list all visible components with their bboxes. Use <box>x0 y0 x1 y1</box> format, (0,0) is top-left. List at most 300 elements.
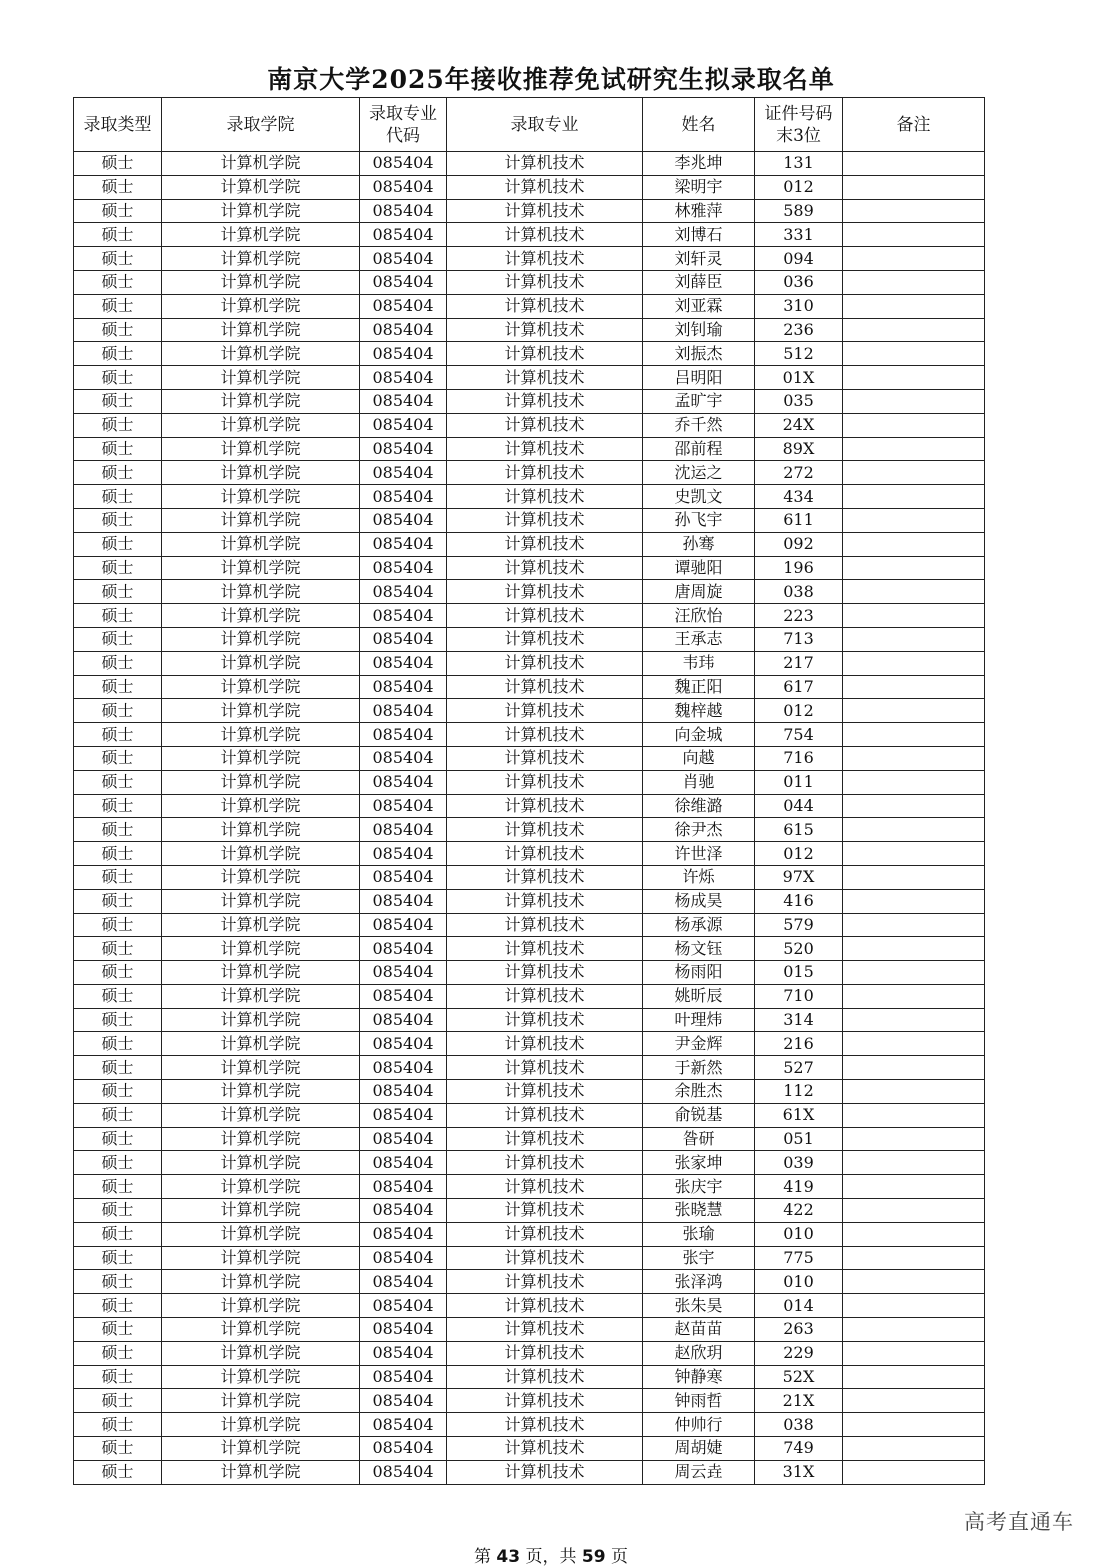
table-row <box>74 1437 985 1461</box>
cell-college: 计算机学院 <box>162 1365 360 1389</box>
table-row <box>74 580 985 604</box>
cell-remark <box>843 627 985 651</box>
cell-major: 计算机技术 <box>447 723 643 747</box>
table-row <box>74 1127 985 1151</box>
cell-major: 计算机技术 <box>447 1341 643 1365</box>
cell-id-tail: 422 <box>755 1199 843 1223</box>
cell-college: 计算机学院 <box>162 366 360 390</box>
cell-major: 计算机技术 <box>447 318 643 342</box>
cell-code: 085404 <box>360 199 447 223</box>
cell-major: 计算机技术 <box>447 794 643 818</box>
cell-college: 计算机学院 <box>162 318 360 342</box>
cell-id-tail: 112 <box>755 1080 843 1104</box>
cell-remark <box>843 1246 985 1270</box>
cell-remark <box>843 199 985 223</box>
cell-id-tail: 589 <box>755 199 843 223</box>
cell-id-tail: 97X <box>755 865 843 889</box>
cell-code: 085404 <box>360 1270 447 1294</box>
footer-prefix: 第 <box>474 1547 492 1567</box>
cell-major: 计算机技术 <box>447 1222 643 1246</box>
cell-remark <box>843 1127 985 1151</box>
cell-type: 硕士 <box>74 1103 162 1127</box>
cell-major: 计算机技术 <box>447 152 643 176</box>
cell-major: 计算机技术 <box>447 1080 643 1104</box>
cell-remark <box>843 770 985 794</box>
cell-type: 硕士 <box>74 842 162 866</box>
cell-major: 计算机技术 <box>447 1151 643 1175</box>
cell-id-tail: 331 <box>755 223 843 247</box>
cell-id-tail: 223 <box>755 604 843 628</box>
cell-code: 085404 <box>360 842 447 866</box>
cell-college: 计算机学院 <box>162 818 360 842</box>
cell-code: 085404 <box>360 889 447 913</box>
table-row <box>74 818 985 842</box>
cell-id-tail: 710 <box>755 984 843 1008</box>
cell-code: 085404 <box>360 152 447 176</box>
table-row <box>74 1341 985 1365</box>
cell-name: 尹金辉 <box>643 1032 755 1056</box>
cell-name: 钟雨哲 <box>643 1389 755 1413</box>
header-id-tail <box>755 98 843 152</box>
table-row <box>74 342 985 366</box>
cell-remark <box>843 1294 985 1318</box>
cell-major: 计算机技术 <box>447 175 643 199</box>
footer-total-pages: 59 <box>581 1547 606 1567</box>
cell-name: 俞锐基 <box>643 1103 755 1127</box>
table-row <box>74 247 985 271</box>
cell-college: 计算机学院 <box>162 1008 360 1032</box>
cell-type: 硕士 <box>74 937 162 961</box>
cell-id-tail: 015 <box>755 961 843 985</box>
cell-type: 硕士 <box>74 1199 162 1223</box>
cell-college: 计算机学院 <box>162 508 360 532</box>
cell-name: 梁明宇 <box>643 175 755 199</box>
cell-code: 085404 <box>360 1389 447 1413</box>
table-row <box>74 1460 985 1484</box>
cell-type: 硕士 <box>74 413 162 437</box>
table-row <box>74 270 985 294</box>
cell-remark <box>843 556 985 580</box>
cell-college: 计算机学院 <box>162 294 360 318</box>
header-major: 录取专业 <box>447 98 643 152</box>
cell-type: 硕士 <box>74 1341 162 1365</box>
cell-major: 计算机技术 <box>447 342 643 366</box>
cell-id-tail: 61X <box>755 1103 843 1127</box>
cell-major: 计算机技术 <box>447 1365 643 1389</box>
cell-name: 李兆坤 <box>643 152 755 176</box>
admission-table <box>73 97 985 1485</box>
cell-major: 计算机技术 <box>447 1056 643 1080</box>
table-row <box>74 1032 985 1056</box>
cell-code: 085404 <box>360 1080 447 1104</box>
cell-college: 计算机学院 <box>162 794 360 818</box>
table-row <box>74 461 985 485</box>
cell-code: 085404 <box>360 937 447 961</box>
cell-type: 硕士 <box>74 532 162 556</box>
cell-major: 计算机技术 <box>447 746 643 770</box>
cell-code: 085404 <box>360 604 447 628</box>
cell-id-tail: 615 <box>755 818 843 842</box>
cell-college: 计算机学院 <box>162 961 360 985</box>
cell-remark <box>843 247 985 271</box>
cell-name: 乔千然 <box>643 413 755 437</box>
cell-code: 085404 <box>360 1103 447 1127</box>
table-row <box>74 1080 985 1104</box>
cell-college: 计算机学院 <box>162 1413 360 1437</box>
cell-type: 硕士 <box>74 651 162 675</box>
cell-code: 085404 <box>360 294 447 318</box>
cell-name: 刘钊瑜 <box>643 318 755 342</box>
cell-major: 计算机技术 <box>447 1246 643 1270</box>
cell-college: 计算机学院 <box>162 913 360 937</box>
footer-page-number: 43 <box>496 1547 521 1567</box>
cell-type: 硕士 <box>74 818 162 842</box>
table-row <box>74 913 985 937</box>
cell-name: 孟旷宇 <box>643 389 755 413</box>
table-row <box>74 984 985 1008</box>
cell-name: 张泽鸿 <box>643 1270 755 1294</box>
cell-remark <box>843 604 985 628</box>
cell-major: 计算机技术 <box>447 294 643 318</box>
cell-name: 刘博石 <box>643 223 755 247</box>
cell-major: 计算机技术 <box>447 1294 643 1318</box>
cell-code: 085404 <box>360 1460 447 1484</box>
cell-college: 计算机学院 <box>162 627 360 651</box>
cell-name: 刘振杰 <box>643 342 755 366</box>
cell-college: 计算机学院 <box>162 889 360 913</box>
table-row <box>74 152 985 176</box>
cell-remark <box>843 580 985 604</box>
cell-remark <box>843 746 985 770</box>
cell-major: 计算机技术 <box>447 413 643 437</box>
cell-remark <box>843 794 985 818</box>
table-row <box>74 366 985 390</box>
cell-remark <box>843 1437 985 1461</box>
watermark-logo: 高考直通车 <box>964 1510 1074 1534</box>
cell-id-tail: 012 <box>755 175 843 199</box>
cell-type: 硕士 <box>74 1389 162 1413</box>
cell-type: 硕士 <box>74 723 162 747</box>
cell-code: 085404 <box>360 627 447 651</box>
cell-remark <box>843 1341 985 1365</box>
cell-major: 计算机技术 <box>447 461 643 485</box>
cell-type: 硕士 <box>74 270 162 294</box>
cell-name: 赵苗苗 <box>643 1318 755 1342</box>
cell-code: 085404 <box>360 1318 447 1342</box>
cell-name: 张瑜 <box>643 1222 755 1246</box>
table-row <box>74 627 985 651</box>
cell-remark <box>843 1270 985 1294</box>
cell-type: 硕士 <box>74 152 162 176</box>
cell-college: 计算机学院 <box>162 1080 360 1104</box>
table-row <box>74 794 985 818</box>
table-header-row <box>74 98 985 152</box>
cell-type: 硕士 <box>74 1294 162 1318</box>
cell-code: 085404 <box>360 794 447 818</box>
cell-id-tail: 038 <box>755 1413 843 1437</box>
cell-college: 计算机学院 <box>162 1199 360 1223</box>
cell-type: 硕士 <box>74 1222 162 1246</box>
cell-college: 计算机学院 <box>162 770 360 794</box>
table-row <box>74 389 985 413</box>
cell-type: 硕士 <box>74 889 162 913</box>
cell-id-tail: 611 <box>755 508 843 532</box>
cell-type: 硕士 <box>74 1175 162 1199</box>
header-name: 姓名 <box>643 98 755 152</box>
cell-code: 085404 <box>360 913 447 937</box>
cell-name: 张晓慧 <box>643 1199 755 1223</box>
table-row <box>74 937 985 961</box>
cell-id-tail: 01X <box>755 366 843 390</box>
table-row <box>74 1389 985 1413</box>
cell-remark <box>843 270 985 294</box>
cell-type: 硕士 <box>74 1246 162 1270</box>
cell-name: 张宇 <box>643 1246 755 1270</box>
cell-code: 085404 <box>360 437 447 461</box>
cell-major: 计算机技术 <box>447 984 643 1008</box>
cell-major: 计算机技术 <box>447 556 643 580</box>
table-row <box>74 770 985 794</box>
table-row <box>74 842 985 866</box>
table-row <box>74 1151 985 1175</box>
cell-type: 硕士 <box>74 1056 162 1080</box>
cell-major: 计算机技术 <box>447 1199 643 1223</box>
cell-type: 硕士 <box>74 675 162 699</box>
cell-name: 魏梓越 <box>643 699 755 723</box>
cell-college: 计算机学院 <box>162 1222 360 1246</box>
cell-type: 硕士 <box>74 1437 162 1461</box>
cell-code: 085404 <box>360 247 447 271</box>
cell-major: 计算机技术 <box>447 580 643 604</box>
cell-college: 计算机学院 <box>162 152 360 176</box>
table-row <box>74 508 985 532</box>
cell-college: 计算机学院 <box>162 937 360 961</box>
cell-id-tail: 217 <box>755 651 843 675</box>
cell-type: 硕士 <box>74 1032 162 1056</box>
cell-name: 许烁 <box>643 865 755 889</box>
cell-remark <box>843 318 985 342</box>
cell-name: 徐尹杰 <box>643 818 755 842</box>
cell-name: 沈运之 <box>643 461 755 485</box>
cell-major: 计算机技术 <box>447 1032 643 1056</box>
cell-name: 孙飞宇 <box>643 508 755 532</box>
cell-code: 085404 <box>360 1246 447 1270</box>
cell-code: 085404 <box>360 175 447 199</box>
table-row <box>74 413 985 437</box>
cell-remark <box>843 175 985 199</box>
cell-id-tail: 010 <box>755 1222 843 1246</box>
cell-name: 韦玮 <box>643 651 755 675</box>
cell-code: 085404 <box>360 1151 447 1175</box>
cell-code: 085404 <box>360 270 447 294</box>
footer-middle: 页，共 <box>525 1547 577 1567</box>
cell-type: 硕士 <box>74 366 162 390</box>
cell-name: 周云垚 <box>643 1460 755 1484</box>
cell-remark <box>843 1103 985 1127</box>
cell-remark <box>843 723 985 747</box>
cell-code: 085404 <box>360 984 447 1008</box>
cell-remark <box>843 1222 985 1246</box>
cell-name: 孙骞 <box>643 532 755 556</box>
cell-remark <box>843 1080 985 1104</box>
cell-code: 085404 <box>360 461 447 485</box>
table-row <box>74 532 985 556</box>
cell-college: 计算机学院 <box>162 984 360 1008</box>
cell-college: 计算机学院 <box>162 556 360 580</box>
cell-remark <box>843 1175 985 1199</box>
cell-type: 硕士 <box>74 342 162 366</box>
cell-id-tail: 011 <box>755 770 843 794</box>
cell-remark <box>843 842 985 866</box>
cell-remark <box>843 1318 985 1342</box>
cell-name: 刘轩灵 <box>643 247 755 271</box>
cell-name: 杨雨阳 <box>643 961 755 985</box>
table-row <box>74 1270 985 1294</box>
cell-id-tail: 314 <box>755 1008 843 1032</box>
cell-code: 085404 <box>360 1222 447 1246</box>
cell-college: 计算机学院 <box>162 604 360 628</box>
cell-name: 徐维潞 <box>643 794 755 818</box>
cell-type: 硕士 <box>74 984 162 1008</box>
cell-college: 计算机学院 <box>162 223 360 247</box>
cell-type: 硕士 <box>74 699 162 723</box>
cell-id-tail: 131 <box>755 152 843 176</box>
header-remark: 备注 <box>843 98 985 152</box>
cell-name: 吕明阳 <box>643 366 755 390</box>
cell-remark <box>843 1413 985 1437</box>
cell-id-tail: 012 <box>755 699 843 723</box>
cell-name: 邵前程 <box>643 437 755 461</box>
cell-college: 计算机学院 <box>162 1056 360 1080</box>
cell-id-tail: 434 <box>755 485 843 509</box>
cell-name: 周胡婕 <box>643 1437 755 1461</box>
cell-major: 计算机技术 <box>447 1103 643 1127</box>
cell-college: 计算机学院 <box>162 270 360 294</box>
cell-id-tail: 012 <box>755 842 843 866</box>
cell-type: 硕士 <box>74 1270 162 1294</box>
cell-remark <box>843 699 985 723</box>
cell-name: 赵欣玥 <box>643 1341 755 1365</box>
cell-id-tail: 89X <box>755 437 843 461</box>
cell-code: 085404 <box>360 651 447 675</box>
cell-remark <box>843 508 985 532</box>
cell-type: 硕士 <box>74 556 162 580</box>
cell-major: 计算机技术 <box>447 199 643 223</box>
cell-major: 计算机技术 <box>447 627 643 651</box>
cell-code: 085404 <box>360 389 447 413</box>
cell-name: 王承志 <box>643 627 755 651</box>
cell-name: 张朱昊 <box>643 1294 755 1318</box>
cell-name: 汪欣怡 <box>643 604 755 628</box>
cell-code: 085404 <box>360 1365 447 1389</box>
cell-college: 计算机学院 <box>162 1389 360 1413</box>
cell-type: 硕士 <box>74 580 162 604</box>
table-row <box>74 604 985 628</box>
cell-type: 硕士 <box>74 770 162 794</box>
cell-name: 张庆宇 <box>643 1175 755 1199</box>
table-body <box>74 152 985 1485</box>
cell-college: 计算机学院 <box>162 1318 360 1342</box>
cell-name: 刘薛臣 <box>643 270 755 294</box>
cell-id-tail: 094 <box>755 247 843 271</box>
cell-remark <box>843 1199 985 1223</box>
cell-code: 085404 <box>360 675 447 699</box>
table-row <box>74 865 985 889</box>
header-college: 录取学院 <box>162 98 360 152</box>
table-row <box>74 318 985 342</box>
header-code-label: 录取专业代码 <box>369 103 437 146</box>
cell-type: 硕士 <box>74 961 162 985</box>
table-row <box>74 723 985 747</box>
cell-major: 计算机技术 <box>447 675 643 699</box>
table-row <box>74 675 985 699</box>
header-id-tail-label: 证件号码末3位 <box>764 103 833 146</box>
table-row <box>74 1413 985 1437</box>
cell-remark <box>843 1032 985 1056</box>
cell-name: 向越 <box>643 746 755 770</box>
cell-type: 硕士 <box>74 508 162 532</box>
cell-college: 计算机学院 <box>162 175 360 199</box>
cell-id-tail: 036 <box>755 270 843 294</box>
table-row <box>74 1222 985 1246</box>
cell-id-tail: 010 <box>755 1270 843 1294</box>
cell-major: 计算机技术 <box>447 485 643 509</box>
cell-type: 硕士 <box>74 1127 162 1151</box>
cell-major: 计算机技术 <box>447 1270 643 1294</box>
cell-college: 计算机学院 <box>162 1270 360 1294</box>
cell-code: 085404 <box>360 413 447 437</box>
cell-type: 硕士 <box>74 865 162 889</box>
cell-college: 计算机学院 <box>162 651 360 675</box>
cell-college: 计算机学院 <box>162 842 360 866</box>
cell-major: 计算机技术 <box>447 223 643 247</box>
cell-type: 硕士 <box>74 437 162 461</box>
cell-id-tail: 272 <box>755 461 843 485</box>
cell-major: 计算机技术 <box>447 651 643 675</box>
cell-major: 计算机技术 <box>447 865 643 889</box>
cell-type: 硕士 <box>74 627 162 651</box>
cell-remark <box>843 413 985 437</box>
cell-code: 085404 <box>360 961 447 985</box>
table-row <box>74 1318 985 1342</box>
cell-type: 硕士 <box>74 461 162 485</box>
cell-major: 计算机技术 <box>447 842 643 866</box>
table-row <box>74 961 985 985</box>
cell-id-tail: 21X <box>755 1389 843 1413</box>
cell-type: 硕士 <box>74 746 162 770</box>
cell-college: 计算机学院 <box>162 461 360 485</box>
cell-remark <box>843 461 985 485</box>
cell-major: 计算机技术 <box>447 770 643 794</box>
table-row <box>74 199 985 223</box>
cell-remark <box>843 342 985 366</box>
cell-id-tail: 196 <box>755 556 843 580</box>
cell-id-tail: 044 <box>755 794 843 818</box>
header-code <box>360 98 447 152</box>
cell-id-tail: 416 <box>755 889 843 913</box>
cell-college: 计算机学院 <box>162 1437 360 1461</box>
cell-type: 硕士 <box>74 199 162 223</box>
cell-name: 刘亚霖 <box>643 294 755 318</box>
cell-remark <box>843 366 985 390</box>
cell-name: 于新然 <box>643 1056 755 1080</box>
cell-type: 硕士 <box>74 1460 162 1484</box>
cell-college: 计算机学院 <box>162 1103 360 1127</box>
cell-name: 魏正阳 <box>643 675 755 699</box>
cell-id-tail: 039 <box>755 1151 843 1175</box>
cell-remark <box>843 675 985 699</box>
cell-major: 计算机技术 <box>447 532 643 556</box>
